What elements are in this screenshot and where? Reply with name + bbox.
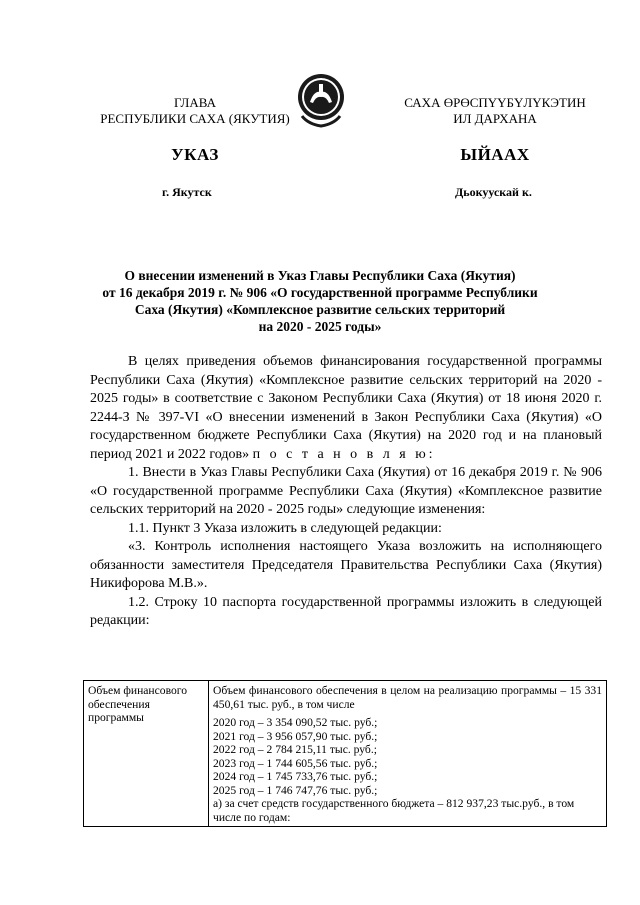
item-1-paragraph: 1. Внести в Указ Главы Республики Саха (Якутия) от 16 декабря 2019 г. № 906 «О государственной программе Республики Саха (Якутия) «Комплексное развитие сельских территорий на 2020 - 2025 годы» следующие изменения: <box>90 465 602 517</box>
title-line4: на 2020 - 2025 годы» <box>258 319 382 334</box>
title-line2: от 16 декабря 2019 г. № 906 «О государственной программе Республики <box>102 285 538 300</box>
left-heading-line1: ГЛАВА <box>174 95 216 110</box>
state-budget-line: а) за счет средств государственного бюджета – 812 937,23 тыс.руб., в том числе по годам: <box>213 797 575 824</box>
year-line: 2021 год – 3 956 057,90 тыс. руб.; <box>213 729 378 743</box>
right-heading-line1: САХА ӨРӨСПҮҮБҮЛҮКЭТИН <box>404 95 586 110</box>
year-line: 2024 год – 1 745 733,76 тыс. руб.; <box>213 770 378 783</box>
year-line: 2020 год – 3 354 090,52 тыс. руб.; <box>213 716 378 729</box>
item-3-quote-paragraph: «3. Контроль исполнения настоящего Указа возложить на исполняющего обязанности заместителя Председателя Правительства Республики Саха (Якутия) Никифорова М.В.». <box>90 539 602 591</box>
right-document-type: ЫЙААХ <box>460 145 530 164</box>
year-line: 2023 год – 1 744 605,56 тыс. руб.; <box>213 756 378 770</box>
preamble-text: В целях приведения объемов финансирования государственной программы Республики Саха (Якутия) «Комплексное развитие сельских территорий на 2020 - 2025 годы» в соответствие с Законом Республики Саха (Якутия) от 18 июня 2020 г. 2244-З № 397-VI «О внесении изменений в Закон Республики Саха (Якутия) «О государственном бюджете Республики Саха (Якутия) на 2020 год и на плановый период 2021 и 2022 годов» <box>90 354 602 462</box>
preamble-paragraph <box>90 353 602 464</box>
left-authority-heading <box>90 95 300 127</box>
right-city: Дьокуускай к. <box>455 185 532 199</box>
left-document-type: УКАЗ <box>171 145 219 164</box>
funding-value-cell <box>209 681 607 827</box>
coat-of-arms-emblem <box>296 72 346 130</box>
left-city: г. Якутск <box>162 185 212 199</box>
decree-title <box>0 267 640 335</box>
decree-verb: п о с т а н о в л я ю: <box>252 446 436 462</box>
year-line: 2022 год – 2 784 215,11 тыс. руб.; <box>213 743 377 756</box>
item-1-1-paragraph: 1.1. Пункт 3 Указа изложить в следующей редакции: <box>128 520 442 536</box>
year-line: 2025 год – 1 746 747,76 тыс. руб.; <box>213 783 378 797</box>
item-1-2-paragraph: 1.2. Строку 10 паспорта государственной программы изложить в следующей редакции: <box>90 594 602 628</box>
program-funding-table <box>83 680 607 827</box>
funding-intro: Объем финансового обеспечения в целом на реализацию программы – 15 331 450,61 тыс. руб., в том числе <box>213 684 602 711</box>
title-line1: О внесении изменений в Указ Главы Республики Саха (Якутия) <box>124 268 516 283</box>
table-row <box>84 681 607 827</box>
decree-body <box>90 353 602 631</box>
title-line3: Саха (Якутия) «Комплексное развитие сельских территорий <box>134 302 506 317</box>
right-heading-line2: ИЛ ДАРХАНА <box>453 111 537 126</box>
funding-label-cell: Объем финансового обеспечения программы <box>84 681 209 827</box>
left-heading-line2: РЕСПУБЛИКИ САХА (ЯКУТИЯ) <box>100 111 290 126</box>
right-authority-heading <box>380 95 610 127</box>
